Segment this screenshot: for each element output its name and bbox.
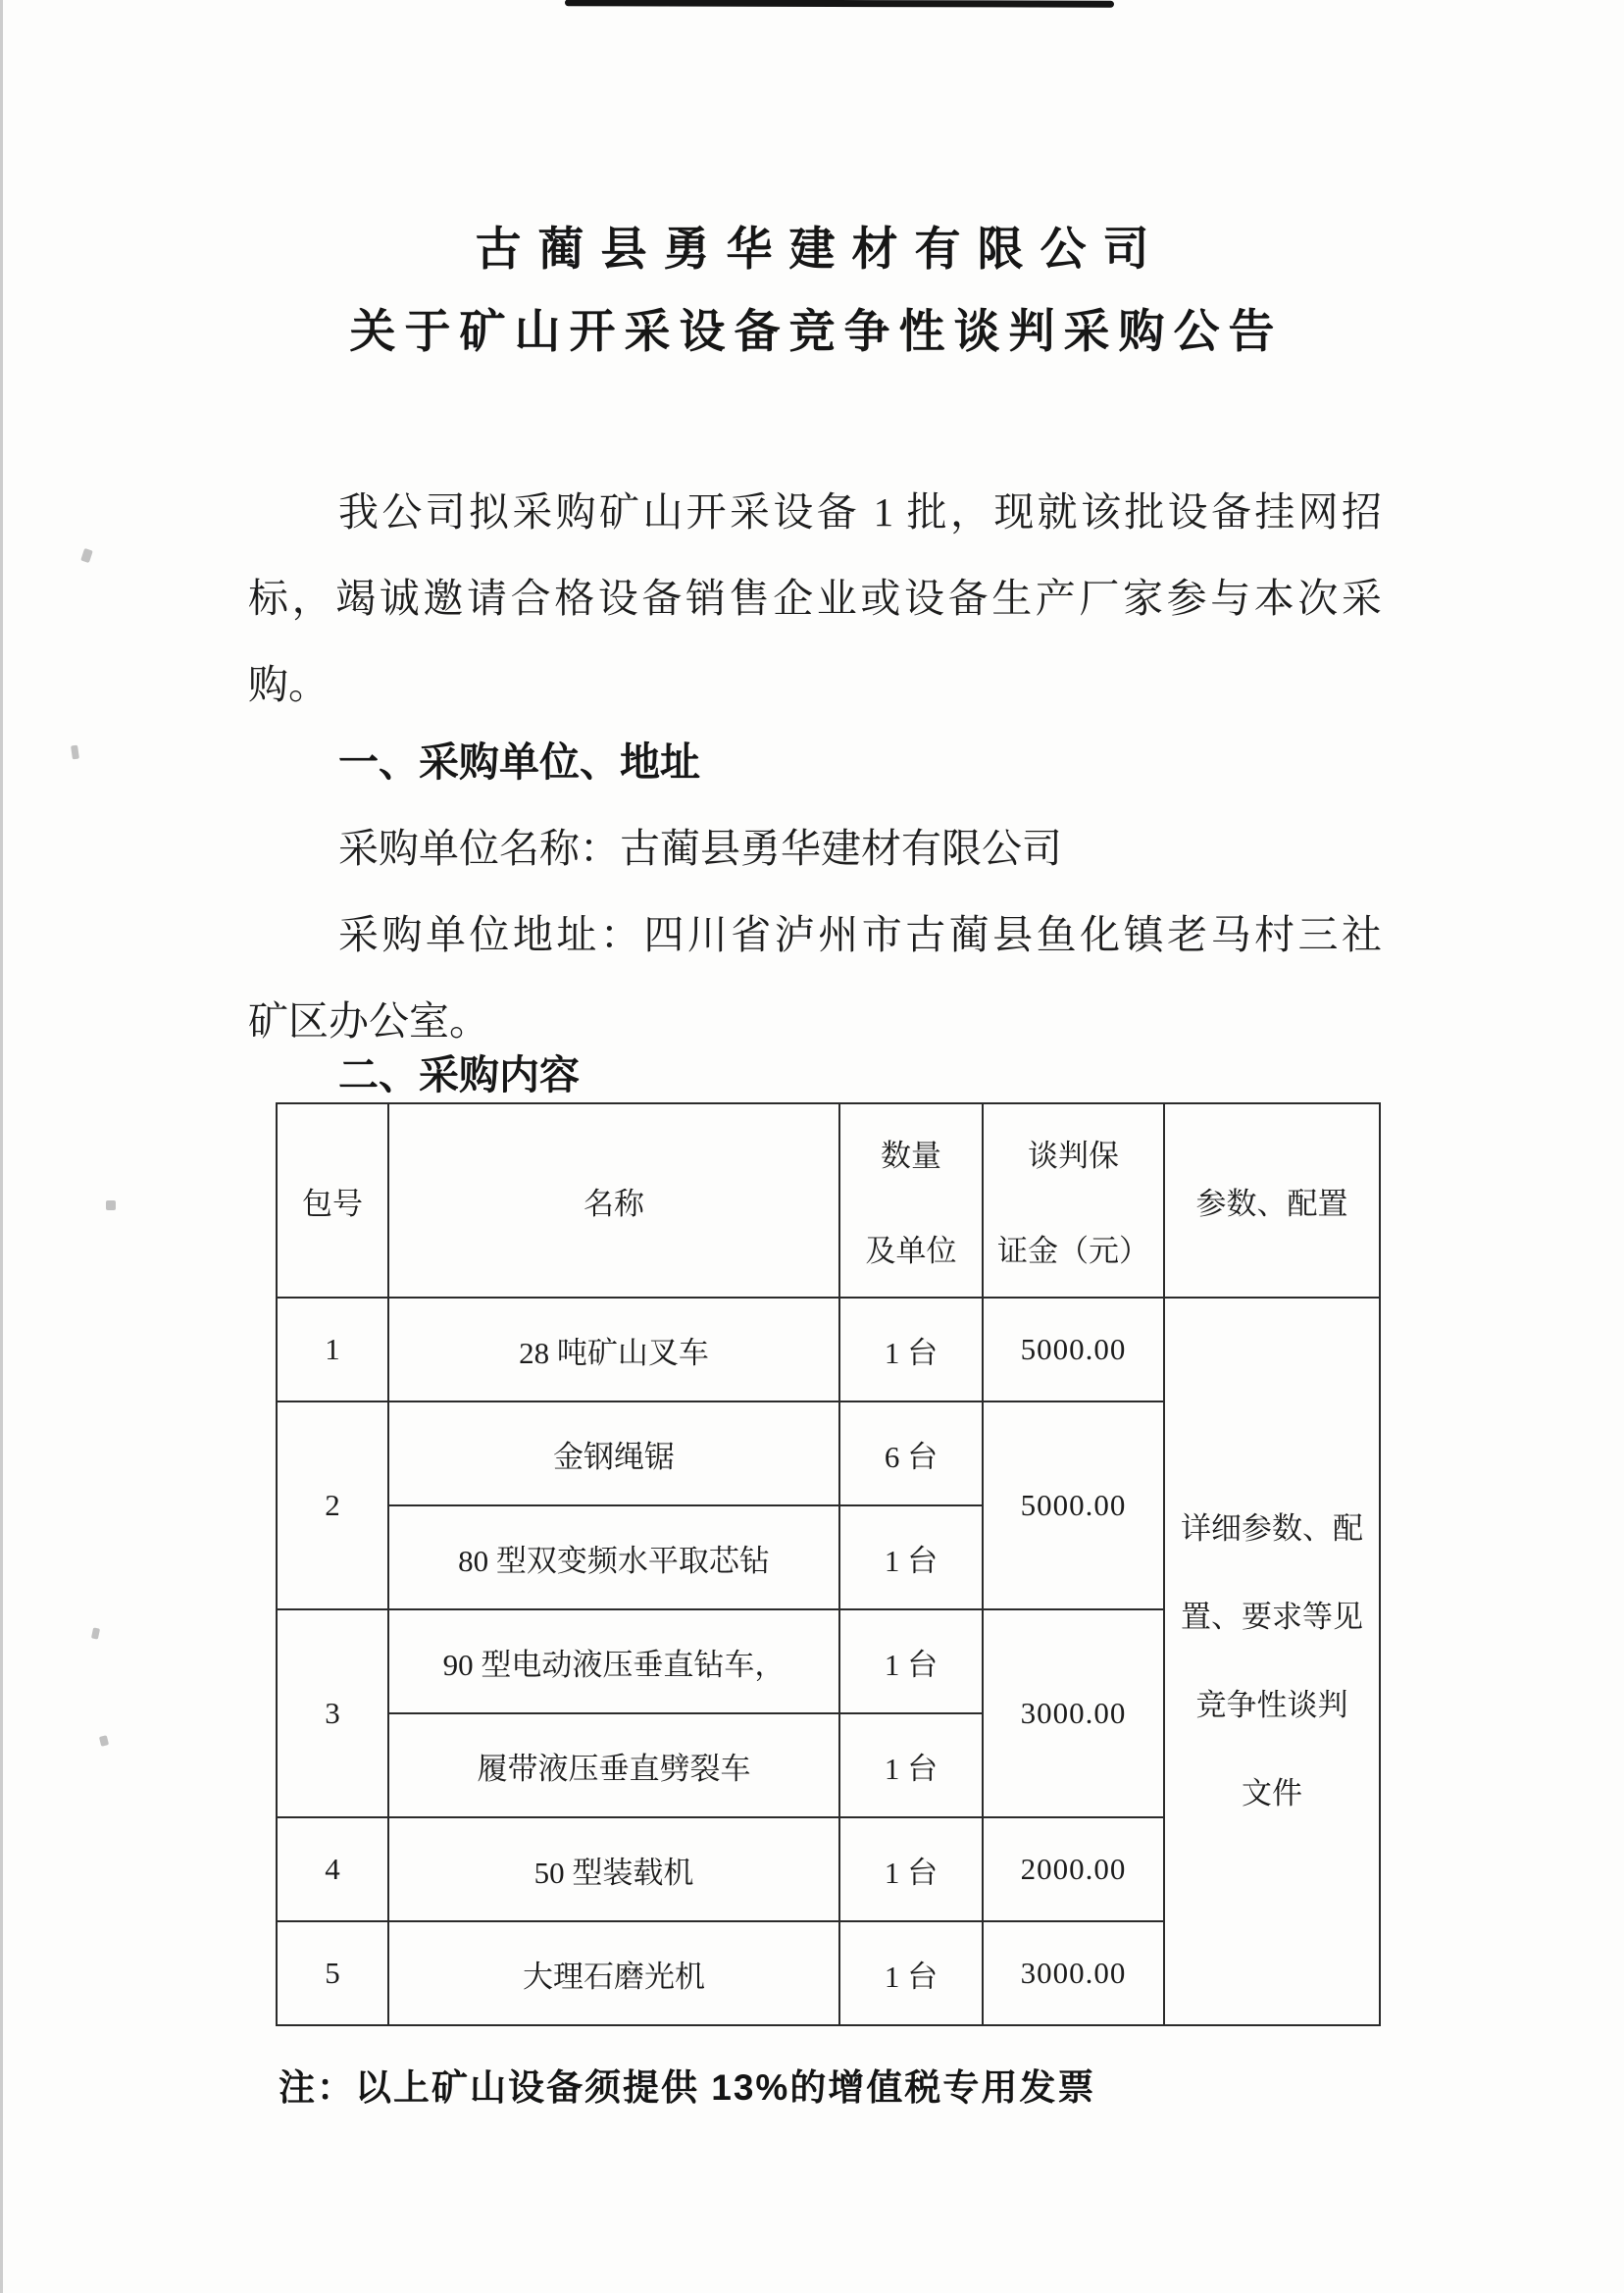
cell-name: 80 型双变频水平取芯钻: [388, 1505, 839, 1609]
cell-qty: 1 台: [839, 1921, 983, 2025]
scan-speck: [91, 1627, 100, 1639]
cell-name: 28 吨矿山叉车: [388, 1298, 839, 1401]
cell-deposit-merged: 3000.00: [983, 1609, 1164, 1817]
header-qty-line1: 数量: [881, 1139, 941, 1173]
cell-name: 大理石磨光机: [388, 1921, 839, 2025]
scan-speck: [106, 1200, 116, 1210]
params-line-2: 置、要求等见: [1181, 1600, 1363, 1634]
scan-speck: [99, 1735, 109, 1747]
procurement-table: [276, 1102, 1381, 2026]
cell-qty: 1 台: [839, 1817, 983, 1921]
params-line-1: 详细参数、配: [1181, 1511, 1363, 1546]
cell-deposit-merged: 5000.00: [983, 1401, 1164, 1609]
cell-name: 50 型装载机: [388, 1817, 839, 1921]
invoice-note: 注：以上矿山设备须提供 13%的增值税专用发票: [279, 2067, 1096, 2108]
cell-package-1: 1: [277, 1298, 388, 1401]
procurement-table-wrap: [276, 1102, 1381, 2026]
header-name: 名称: [388, 1103, 839, 1298]
header-qty-line2: 及单位: [865, 1234, 957, 1268]
cell-qty: 1 台: [839, 1609, 983, 1713]
params-line-3: 竞争性谈判: [1195, 1688, 1348, 1722]
section2-heading: 二、采购内容: [338, 1052, 580, 1097]
cell-name: 90 型电动液压垂直钻车，: [388, 1609, 839, 1713]
intro-line-3: 购。: [248, 662, 329, 707]
table-header-row: [277, 1103, 1380, 1298]
document-title-line1: 古蔺县勇华建材有限公司: [475, 223, 1166, 275]
intro-line-1: 我公司拟采购矿山开采设备 1 批，现就该批设备挂网招: [338, 489, 1382, 535]
cell-name: 履带液压垂直劈裂车: [388, 1713, 839, 1817]
header-qty: [839, 1103, 983, 1298]
unit-address-line-1: 采购单位地址：四川省泸州市古蔺县鱼化镇老马村三社: [338, 912, 1382, 957]
cell-deposit: 3000.00: [983, 1921, 1164, 2025]
cell-package-3: 3: [277, 1609, 388, 1817]
cell-deposit: 2000.00: [983, 1817, 1164, 1921]
scan-speck: [71, 745, 79, 760]
intro-paragraph: [248, 469, 1382, 728]
cell-qty: 1 台: [839, 1505, 983, 1609]
cell-package-4: 4: [277, 1817, 388, 1921]
cell-deposit: 5000.00: [983, 1298, 1164, 1401]
scan-speck: [80, 548, 93, 563]
document-title-line2: 关于矿山开采设备竞争性谈判采购公告: [349, 305, 1284, 357]
table-row: [277, 1298, 1380, 1401]
cell-qty: 1 台: [839, 1298, 983, 1401]
header-deposit-line1: 谈判保: [1028, 1139, 1119, 1173]
cell-qty: 1 台: [839, 1713, 983, 1817]
section1-heading: 一、采购单位、地址: [338, 739, 700, 785]
unit-name-line: 采购单位名称：古蔺县勇华建材有限公司: [338, 826, 1062, 871]
cell-params-merged: [1164, 1298, 1380, 2025]
purchasing-unit-name: [248, 805, 1382, 892]
cell-qty: 6 台: [839, 1401, 983, 1505]
intro-line-2: 标，竭诚邀请合格设备销售企业或设备生产厂家参与本次采: [248, 576, 1382, 621]
header-package: 包号: [277, 1103, 388, 1298]
cell-package-5: 5: [277, 1921, 388, 2025]
header-deposit: [983, 1103, 1164, 1298]
unit-address-line-2: 矿区办公室。: [248, 998, 489, 1044]
cell-package-2: 2: [277, 1401, 388, 1609]
header-deposit-line2: 证金（元）: [997, 1234, 1149, 1268]
cell-name: 金钢绳锯: [388, 1401, 839, 1505]
scan-artifact-top-streak: [565, 0, 1114, 8]
params-line-4: 文件: [1242, 1776, 1302, 1810]
header-params: 参数、配置: [1164, 1103, 1380, 1298]
